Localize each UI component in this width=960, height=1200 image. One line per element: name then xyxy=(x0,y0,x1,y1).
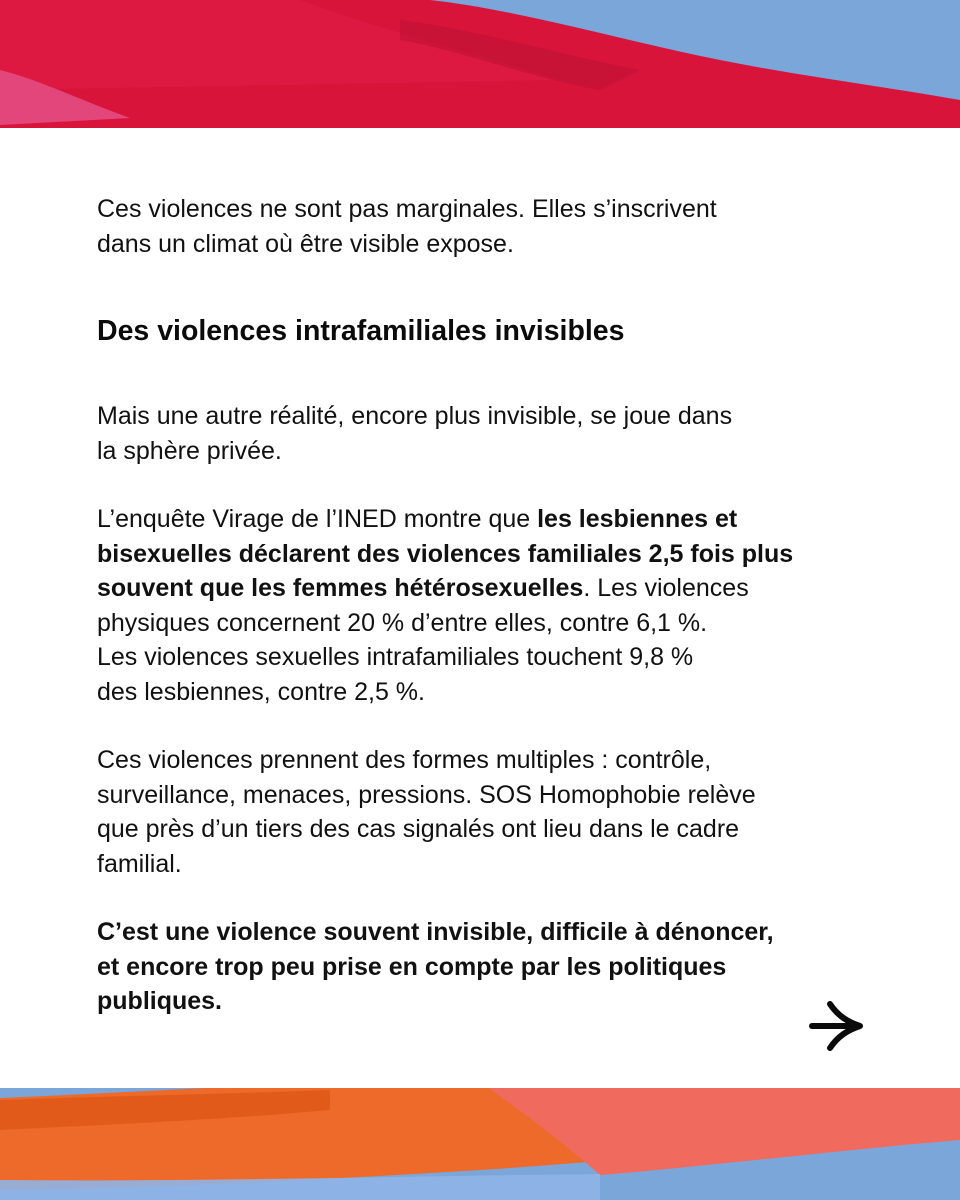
paragraph-line: que près d’un tiers des cas signalés ont lieu dans le cadre xyxy=(97,815,740,843)
article-body xyxy=(97,192,897,1019)
section-heading: Des violences intrafamiliales invisibles xyxy=(97,315,625,347)
paragraph-text: . Les violences xyxy=(583,574,749,602)
paragraph-virage-survey xyxy=(97,502,897,709)
flag-banner-top xyxy=(0,0,960,140)
paragraph-line: familial. xyxy=(97,849,182,878)
paragraph-line: Ces violences prennent des formes multiples : contrôle, xyxy=(97,746,712,774)
intro-line: dans un climat où être visible expose. xyxy=(97,229,514,258)
conclusion-line: publiques. xyxy=(97,987,222,1015)
paragraph-emphasis: les lesbiennes et xyxy=(537,505,738,533)
conclusion-line: C’est une violence souvent invisible, difficile à dénoncer, xyxy=(97,918,774,946)
conclusion-paragraph xyxy=(97,915,897,1019)
paragraph-line: la sphère privée. xyxy=(97,436,282,465)
arrow-right-icon[interactable] xyxy=(808,998,866,1052)
paragraph-text: L’enquête Virage de l’INED montre que xyxy=(97,505,538,533)
paragraph-forms-of-violence xyxy=(97,743,897,881)
paragraph-line: des lesbiennes, contre 2,5 %. xyxy=(97,677,425,706)
paragraph-line: Mais une autre réalité, encore plus invisible, se joue dans xyxy=(97,402,733,430)
intro-paragraph xyxy=(97,192,897,261)
paragraph-line: physiques concernent 20 % d’entre elles, contre 6,1 %. xyxy=(97,608,708,637)
conclusion-line: et encore trop peu prise en compte par les politiques xyxy=(97,952,727,981)
paragraph-private-sphere xyxy=(97,399,897,468)
paragraph-emphasis: bisexuelles déclarent des violences familiales 2,5 fois plus xyxy=(97,539,794,568)
flag-banner-bottom xyxy=(0,1070,960,1200)
intro-line: Ces violences ne sont pas marginales. Elles s’inscrivent xyxy=(97,195,717,223)
paragraph-emphasis: souvent que les femmes hétérosexuelles xyxy=(97,574,584,602)
paragraph-line: Les violences sexuelles intrafamiliales touchent 9,8 % xyxy=(97,643,694,671)
paragraph-line: surveillance, menaces, pressions. SOS Homophobie relève xyxy=(97,780,756,809)
